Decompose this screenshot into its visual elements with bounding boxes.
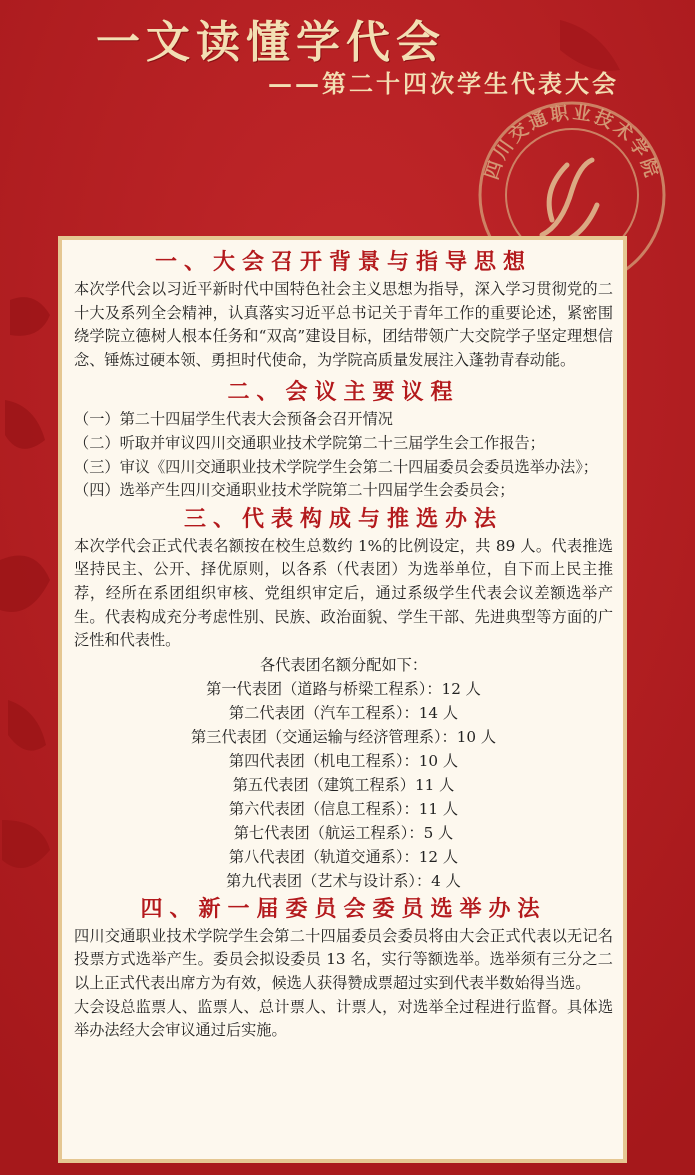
agenda-item: （二）听取并审议四川交通职业技术学院第二十三届学生会工作报告；: [74, 433, 545, 452]
section-heading-election: 四、新一届委员会委员选举办法: [140, 895, 547, 922]
section-heading-background: 一、大会召开背景与指导思想: [154, 249, 532, 275]
content-card: [58, 236, 627, 1163]
allocation-item: 第六代表团（信息工程系）：11 人: [228, 799, 459, 818]
allocation-item: 第八代表团（轨道交通系）：12 人: [228, 847, 459, 866]
agenda-item: （一）第二十四届学生代表大会预备会召开情况: [74, 410, 393, 429]
allocation-item: 第三代表团（交通运输与经济管理系）：10 人: [190, 727, 497, 746]
section-body-election: 四川交通职业技术学院学生会第二十四届委员会委员将由大会正式代表以无记名投票方式选举产生。委员会拟设委员 13 名，实行等额选举。选举须有三分之二以上正式代表出席方为有效，候选人获得赞成票超过实到代表半数始得当选。: [74, 926, 613, 992]
emblem-ring-text: 四川交通职业技术学院: [481, 102, 663, 183]
section-heading-representatives: 三、代表构成与推选办法: [183, 505, 503, 532]
allocation-item: 第二代表团（汽车工程系）：14 人: [228, 703, 459, 722]
allocation-item: 第七代表团（航运工程系）：5 人: [233, 823, 454, 842]
allocation-item: 第四代表团（机电工程系）：10 人: [228, 751, 459, 770]
section-body-election-supervision: 大会设总监票人、监票人、总计票人、计票人，对选举全过程进行监督。具体选举办法经大会审议通过后实施。: [74, 997, 613, 1040]
section-body-representatives: 本次学代会正式代表名额按在校生总数约 1%的比例设定，共 89 人。代表推选坚持民主、公开、择优原则，以各系（代表团）为选举单位，自下而上民主推荐，经所在系团组织审核、党组织审定后，通过系级学生代表会议差额选举产生。代表构成充分考虑性别、民族、政治面貌、学生干部、先进典型等方面的广泛性和代表性。: [74, 536, 613, 650]
allocation-title: 各代表团名额分配如下：: [259, 655, 428, 674]
allocation-item: 第一代表团（道路与桥梁工程系）：12 人: [206, 679, 481, 698]
page-subtitle: ——第二十四次学生代表大会: [268, 69, 619, 98]
section-body-background: 本次学代会以习近平新时代中国特色社会主义思想为指导，深入学习贯彻党的二十大及系列全会精神，认真落实习近平总书记关于青年工作的重要论述，紧密围绕学院立德树人根本任务和“双高”建设目标，团结带领广大交院学子坚定理想信念、锤炼过硬本领、勇担时代使命，为学院高质量发展注入蓬勃青春动能。: [74, 280, 613, 369]
section-heading-agenda: 二、会议主要议程: [227, 379, 460, 406]
agenda-item: （三）审议《四川交通职业技术学院学生会第二十四届委员会委员选举办法》；: [74, 457, 598, 476]
agenda-item: （四）选举产生四川交通职业技术学院第二十四届学生会委员会；: [74, 481, 515, 500]
page-title: 一文读懂学代会: [96, 17, 446, 68]
allocation-item: 第五代表团（建筑工程系）11 人: [232, 775, 455, 794]
allocation-list: [74, 677, 613, 893]
allocation-item: 第九代表团（艺术与设计系）：4 人: [226, 871, 461, 890]
agenda-list: [74, 408, 613, 502]
svg-text:四川交通职业技术学院: [481, 102, 663, 182]
